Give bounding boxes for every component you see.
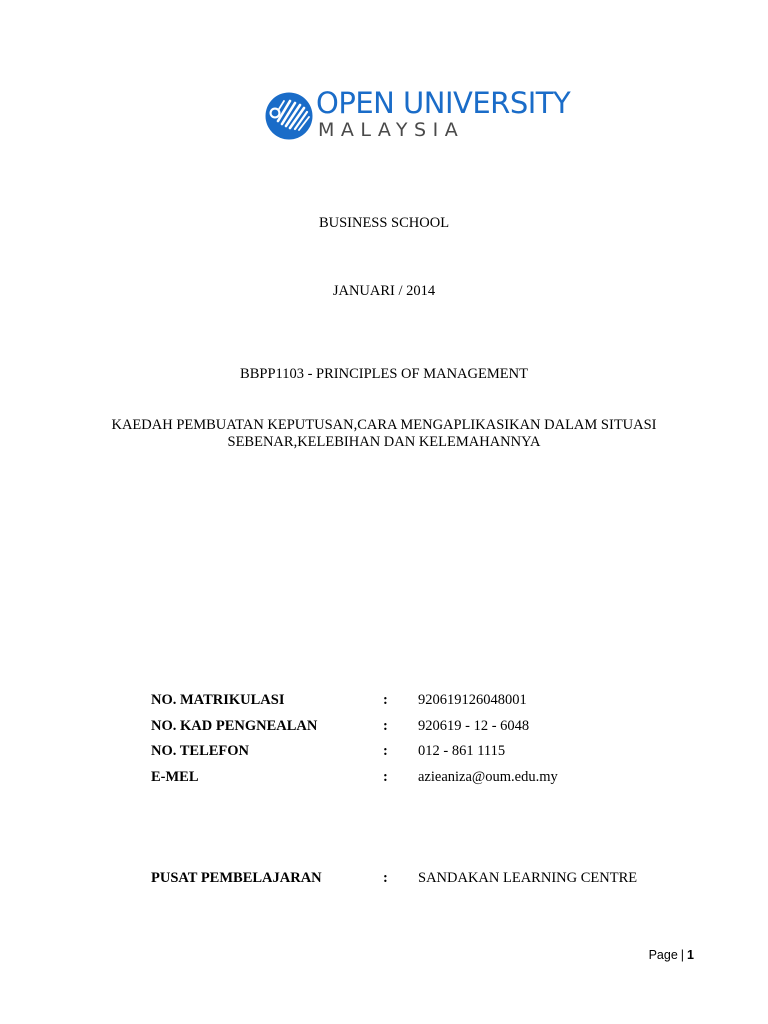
assignment-title-line1: KAEDAH PEMBUATAN KEPUTUSAN,CARA MENGAPLIKASIKAN DALAM SITUASI bbox=[111, 417, 657, 433]
info-label: NO. KAD PENGNEALAN bbox=[151, 718, 318, 734]
info-label: NO. MATRIKULASI bbox=[151, 692, 285, 708]
course-title: BBPP1103 - PRINCIPLES OF MANAGEMENT bbox=[240, 366, 528, 382]
info-label: NO. TELEFON bbox=[151, 743, 250, 759]
info-separator: : bbox=[383, 743, 388, 759]
logo-wordmark-line1: OPEN UNIVERSITY bbox=[316, 86, 571, 120]
info-value: azieaniza@oum.edu.my bbox=[418, 769, 558, 785]
session-date: JANUARI / 2014 bbox=[332, 283, 436, 299]
info-value: SANDAKAN LEARNING CENTRE bbox=[418, 870, 638, 886]
university-logo bbox=[264, 88, 584, 144]
logo-wordmark-line2: MALAYSIA bbox=[318, 119, 465, 141]
info-separator: : bbox=[383, 718, 388, 734]
page-label: Page bbox=[648, 948, 678, 962]
school-name: BUSINESS SCHOOL bbox=[318, 215, 450, 231]
info-separator: : bbox=[383, 692, 388, 708]
info-separator: : bbox=[383, 870, 388, 886]
info-value: 920619126048001 bbox=[418, 692, 527, 708]
oum-globe-logo-icon bbox=[264, 91, 314, 141]
info-label: PUSAT PEMBELAJARAN bbox=[151, 870, 322, 886]
assignment-title-line2: SEBENAR,KELEBIHAN DAN KELEMAHANNYA bbox=[227, 434, 541, 450]
info-separator: : bbox=[383, 769, 388, 785]
info-label: E-MEL bbox=[151, 769, 199, 785]
info-value: 920619 - 12 - 6048 bbox=[418, 718, 530, 734]
page-number bbox=[649, 947, 694, 963]
page-number-value: 1 bbox=[687, 948, 694, 962]
info-value: 012 - 861 1115 bbox=[418, 743, 506, 759]
page-separator: | bbox=[680, 948, 685, 962]
